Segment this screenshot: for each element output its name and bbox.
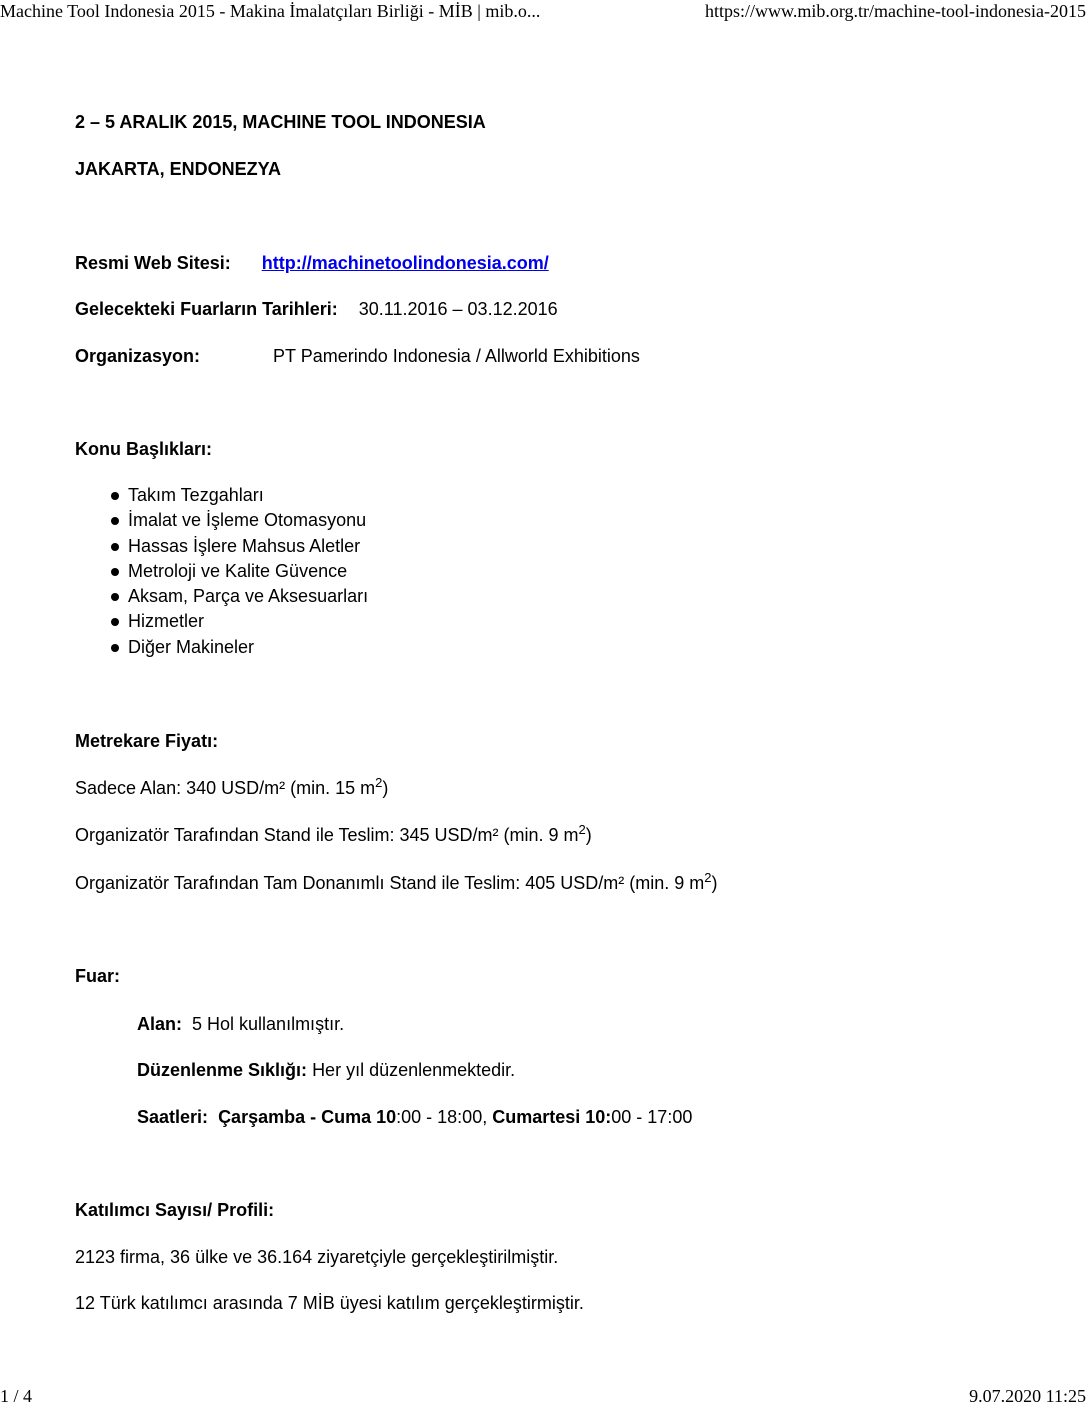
fair-frequency-row: [137, 1059, 515, 1081]
list-item: Hizmetler: [75, 610, 368, 635]
organization-row: [75, 345, 640, 367]
participants-line: 12 Türk katılımcı arasında 7 MİB üyesi katılım gerçekleştirmiştir.: [75, 1293, 584, 1313]
list-item: Takım Tezgahları: [75, 484, 368, 509]
topics-heading: Konu Başlıkları:: [75, 439, 213, 459]
participants-heading: Katılımcı Sayısı/ Profili:: [75, 1200, 275, 1220]
website-label: Resmi Web Sitesi:: [75, 253, 231, 273]
price-line: Sadece Alan: 340 USD/m² (min. 15 $m^2$): [75, 775, 389, 798]
fair-heading: Fuar:: [75, 966, 120, 986]
list-item: İmalat ve İşleme Otomasyonu: [75, 509, 368, 534]
print-header-url: https://www.mib.org.tr/machine-tool-indonesia-2015: [705, 1, 1086, 21]
print-timestamp: 9.07.2020 11:25: [969, 1386, 1086, 1406]
list-item: Hassas İşlere Mahsus Aletler: [75, 535, 368, 560]
price-line: Organizatör Tarafından Stand ile Teslim: 345 USD/m² (min. 9 $m^2$): [75, 822, 592, 845]
page-subtitle: JAKARTA, ENDONEZYA: [75, 159, 282, 179]
print-header-title: Machine Tool Indonesia 2015 - Makina İmalatçıları Birliği - MİB | mib.o...: [0, 1, 541, 21]
fair-area-value: 5 Hol kullanılmıştır.: [192, 1014, 345, 1034]
price-heading: Metrekare Fiyatı:: [75, 731, 219, 751]
future-dates-value: 30.11.2016 – 03.12.2016: [358, 299, 558, 319]
fair-area-row: [137, 1013, 344, 1035]
future-dates-row: [75, 298, 558, 320]
list-item: Aksam, Parça ve Aksesuarları: [75, 585, 368, 610]
participants-line: 2123 firma, 36 ülke ve 36.164 ziyaretçiyle gerçekleştirilmiştir.: [75, 1247, 559, 1267]
list-item: Metroloji ve Kalite Güvence: [75, 560, 368, 585]
fair-hours-label: Saatleri:: [137, 1107, 209, 1127]
page-title: 2 – 5 ARALIK 2015, MACHINE TOOL INDONESIA: [75, 112, 486, 132]
list-item: Diğer Makineler: [75, 636, 368, 661]
page-number: 1 / 4: [0, 1386, 33, 1406]
future-dates-label: Gelecekteki Fuarların Tarihleri:: [75, 299, 338, 319]
fair-area-label: Alan:: [137, 1014, 182, 1034]
topics-list: [75, 484, 368, 661]
fair-hours-row: Saatleri: Çarşamba - Cuma 10:00 - 18:00, Cumartesi 10:00 - 17:00: [137, 1107, 693, 1127]
organization-value: PT Pamerindo Indonesia / Allworld Exhibitions: [273, 346, 640, 366]
organization-label: Organizasyon:: [75, 346, 201, 366]
fair-frequency-label: Düzenlenme Sıklığı:: [137, 1060, 308, 1080]
website-link[interactable]: http://machinetoolindonesia.com/: [261, 253, 549, 273]
fair-frequency-value: Her yıl düzenlenmektedir.: [312, 1060, 516, 1080]
website-row: [75, 252, 549, 274]
price-line: Organizatör Tarafından Tam Donanımlı Stand ile Teslim: 405 USD/m² (min. 9 $m^2$): [75, 870, 718, 893]
